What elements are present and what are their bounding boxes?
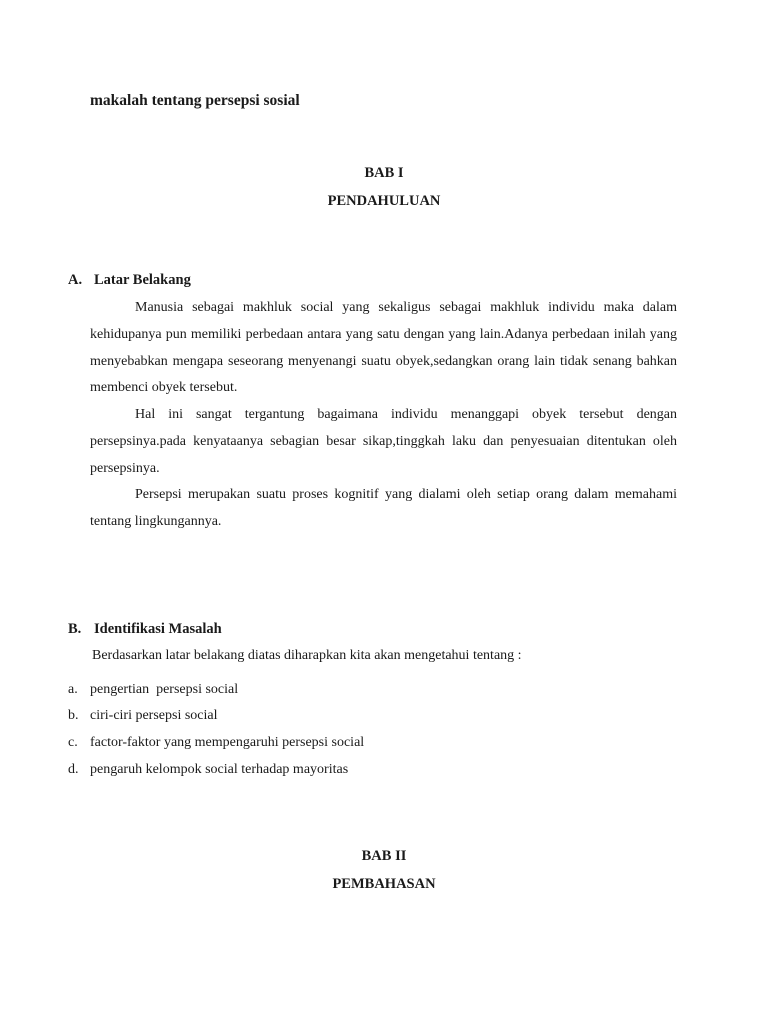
- chapter-2-heading: PEMBAHASAN: [332, 876, 436, 892]
- list-item: [68, 708, 218, 724]
- list-item: [68, 682, 238, 698]
- paragraph-3: Persepsi merupakan suatu proses kognitif yang dialami oleh setiap orang dalam memahami tentang lingkungannya.: [90, 487, 677, 529]
- section-b-marker: B.: [68, 621, 82, 637]
- section-b-intro: Berdasarkan latar belakang diatas diharapkan kita akan mengetahui tentang :: [92, 648, 522, 663]
- list-item: [68, 735, 364, 751]
- document-title: makalah tentang persepsi sosial: [90, 92, 300, 109]
- section-a-marker: A.: [68, 272, 83, 288]
- chapter-1-heading: PENDAHULUAN: [327, 193, 441, 209]
- list-item: [68, 762, 348, 778]
- section-a-heading: [68, 272, 191, 289]
- section-b-title: Identifikasi Masalah: [94, 621, 222, 637]
- paragraph-1: Manusia sebagai makhluk social yang sekaligus sebagai makhluk individu maka dalam kehidupanya pun memiliki perbedaan antara yang satu dengan yang lain.Adanya perbedaan inilah yang menyebabkan mengapa seseorang menyenangi suatu obyek,sedangkan orang lain tidak senang bahkan membenci obyek tersebut.: [90, 300, 677, 396]
- list-marker: d.: [68, 762, 79, 777]
- list-marker: c.: [68, 735, 78, 750]
- list-marker: b.: [68, 708, 79, 723]
- list-marker: a.: [68, 682, 78, 697]
- chapter-1-label: BAB I: [364, 165, 404, 181]
- list-text: pengertian persepsi social: [90, 682, 239, 697]
- section-b-heading: [68, 621, 222, 638]
- list-text: factor-faktor yang mempengaruhi persepsi social: [90, 735, 365, 750]
- list-text: pengaruh kelompok social terhadap mayoritas: [90, 762, 349, 777]
- list-text: ciri-ciri persepsi social: [90, 708, 218, 723]
- paragraph-2: Hal ini sangat tergantung bagaimana individu menanggapi obyek tersebut dengan persepsinya.pada kenyataanya sebagian besar sikap,tinggkah laku dan penyesuaian ditentukan oleh persepsinya.: [90, 407, 677, 476]
- chapter-2-label: BAB II: [361, 848, 407, 864]
- section-a-title: Latar Belakang: [94, 272, 191, 288]
